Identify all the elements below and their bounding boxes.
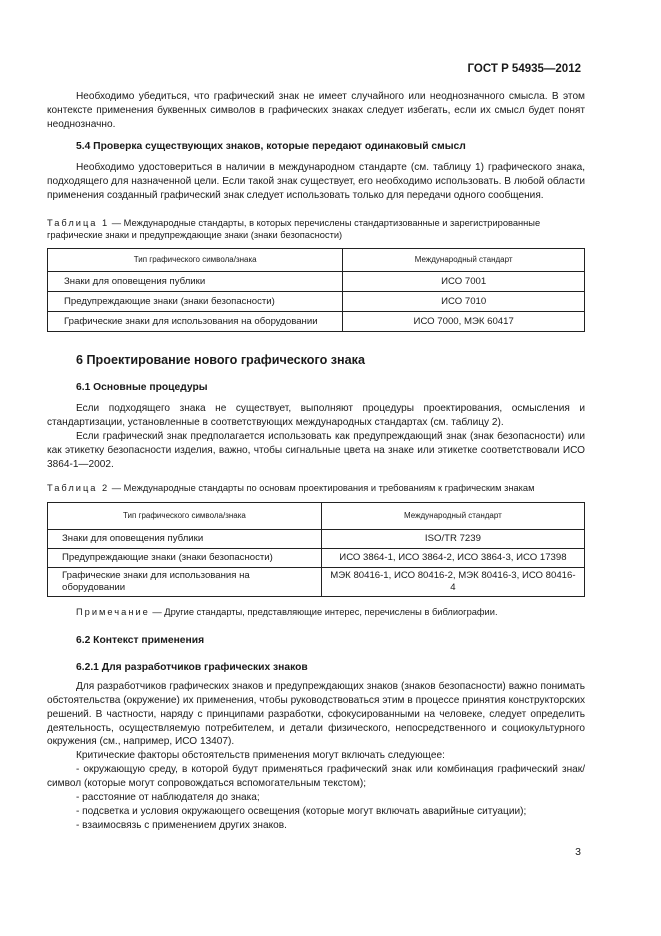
section-5-4-heading: 5.4 Проверка существующих знаков, которые передают одинаковый смысл <box>76 140 466 152</box>
table-2-caption-text: — Международные стандарты по основам проектирования и требованиям к графическим знакам <box>109 483 535 494</box>
table-cell: ИСО 7010 <box>343 291 585 311</box>
table-1-label: Таблица 1 <box>47 217 110 228</box>
section-5-4-paragraph: Необходимо удостовериться в наличии в международном стандарте (см. таблицу 1) графического знака, подходящего для назначенной цели. Если такой знак существует, его необходимо использовать. В любой области применения созданный графический знак следует использовать только для передачи одного сообщения. <box>47 161 585 201</box>
table-cell: Знаки для оповещения публики <box>48 529 322 548</box>
section-6-2-1-heading: 6.2.1 Для разработчиков графических знаков <box>76 661 308 673</box>
table-cell: Предупреждающие знаки (знаки безопасности) <box>48 291 343 311</box>
table-row <box>48 311 585 331</box>
table-cell: ISO/TR 7239 <box>321 529 584 548</box>
table-cell: ИСО 7001 <box>343 271 585 291</box>
table-1-caption-text: — Международные стандарты, в которых перечислены стандартизованные и зарегистрированные графические знаки и предупреждающие знаки (знаки безопасности) <box>47 217 541 241</box>
table-row <box>48 567 585 596</box>
table-cell: Графические знаки для использования на оборудовании <box>48 311 343 331</box>
intro-paragraph: Необходимо убедиться, что графический знак не имеет случайного или неоднозначного смысла. В этом контексте применения буквенных символов в графических знаках следует избегать, если их смысл будет понят неоднозначно. <box>47 91 585 130</box>
document-code: ГОСТ Р 54935—2012 <box>467 63 581 75</box>
table-row <box>48 291 585 311</box>
table-row <box>48 548 585 567</box>
list-item: - расстояние от наблюдателя до знака; <box>76 792 260 804</box>
table-row <box>48 271 585 291</box>
section-6-2-heading: 6.2 Контекст применения <box>76 635 205 647</box>
table-2 <box>47 502 585 597</box>
table-cell: Графические знаки для использования на оборудовании <box>48 567 322 596</box>
list-item: - подсветка и условия окружающего освещения (которые могут включать аварийные ситуации); <box>76 806 527 818</box>
page-content <box>47 90 585 833</box>
list-item: - окружающую среду, в которой будут применяться графический знак или комбинация графический знак/символ (которые могут сопровождаться вспомогательным текстом); <box>47 764 585 790</box>
table-2-note <box>76 606 585 619</box>
table-cell: ИСО 7000, МЭК 60417 <box>343 311 585 331</box>
section-6-2-1-paragraph: Для разработчиков графических знаков и предупреждающих знаков (знаков безопасности) важно понимать обстоятельства (окружение) их применения, чтобы руководствоваться этим в процессе принятия конструкторских решений. В частности, наряду с принципами разработки, сфокусированными на человеке, следует определить деятельность, осуществляемую потребителем, и детали физического, непосредственного и социокультурного окружения (см., например, ИСО 13407). <box>47 680 585 748</box>
table-cell: ИСО 3864-1, ИСО 3864-2, ИСО 3864-3, ИСО 17398 <box>321 548 584 567</box>
section-6-1-heading: 6.1 Основные процедуры <box>76 382 208 394</box>
note-text: — Другие стандарты, представляющие интерес, перечислены в библиографии. <box>149 606 498 617</box>
table-2-caption <box>47 482 585 495</box>
table-header-cell: Тип графического символа/знака <box>48 502 322 529</box>
table-1-caption <box>47 217 585 242</box>
table-header-row <box>48 248 585 271</box>
table-row <box>48 529 585 548</box>
factors-intro: Критические факторы обстоятельств применения могут включать следующее: <box>76 750 445 762</box>
section-6-1-paragraph-2: Если графический знак предполагается использовать как предупреждающий знак (знак безопасности) или как этикетку безопасности изделия, важно, чтобы сигнальные цвета на знаке или этикетке соответствовали ИСО 3864-1—2002. <box>47 431 585 471</box>
list-item: - взаимосвязь с применением других знаков. <box>76 819 287 831</box>
table-header-row <box>48 502 585 529</box>
table-cell: МЭК 80416-1, ИСО 80416-2, МЭК 80416-3, ИСО 80416-4 <box>321 567 584 596</box>
page-number: 3 <box>575 846 581 858</box>
note-label: Примечание <box>76 606 150 617</box>
table-header-cell: Международный стандарт <box>343 248 585 271</box>
section-6-1-paragraph-1: Если подходящего знака не существует, выполняют процедуры проектирования, осмысления и стандартизации, установленные в соответствующих международных стандартах (см. таблицу 2). <box>47 403 585 429</box>
table-header-cell: Тип графического символа/знака <box>48 248 343 271</box>
table-cell: Знаки для оповещения публики <box>48 271 343 291</box>
table-header-cell: Международный стандарт <box>321 502 584 529</box>
table-cell: Предупреждающие знаки (знаки безопасности) <box>48 548 322 567</box>
table-2-label: Таблица 2 <box>47 483 110 494</box>
section-6-heading: 6 Проектирование нового графического знака <box>76 352 365 367</box>
table-1 <box>47 248 585 332</box>
